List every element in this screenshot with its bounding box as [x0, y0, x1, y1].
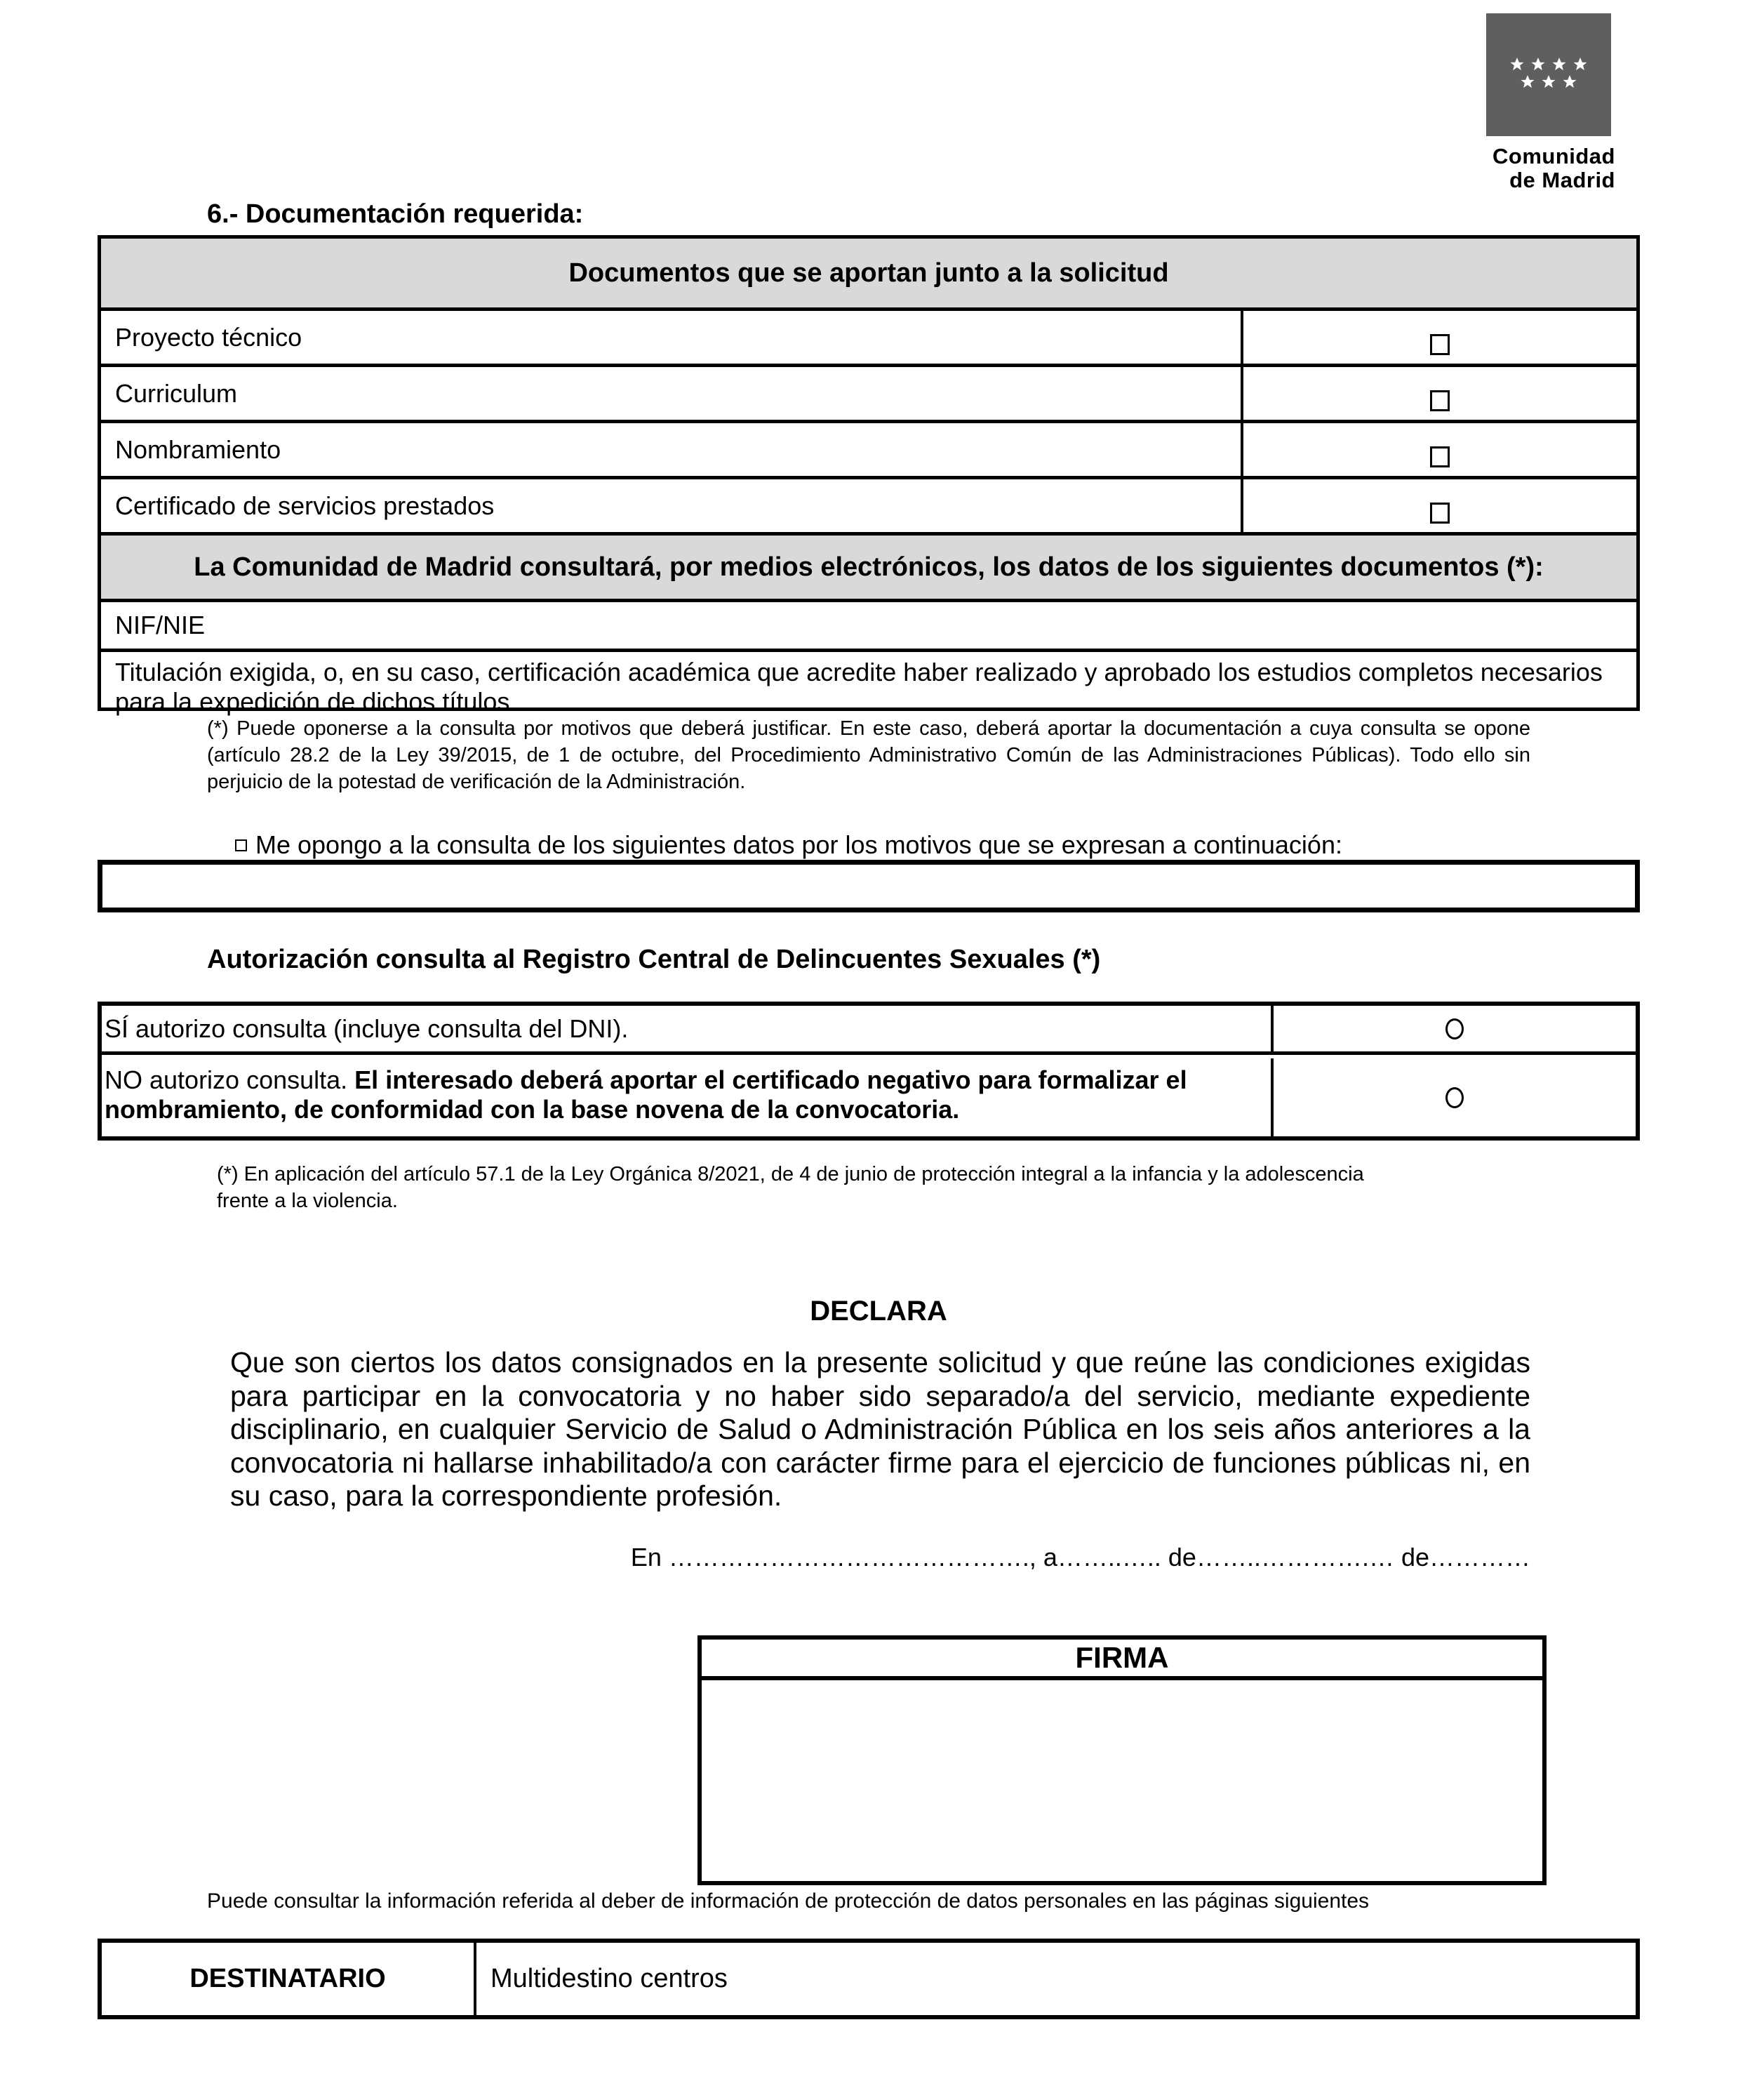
table-row [101, 311, 1636, 367]
recipient-label: DESTINATARIO [102, 1943, 476, 2015]
oppose-reasons-input[interactable] [98, 860, 1640, 912]
table-row [102, 1006, 1636, 1055]
consulted-document-label: NIF/NIE [115, 611, 206, 639]
section-title: 6.- Documentación requerida: [207, 199, 584, 229]
document-checkbox-cell[interactable] [1243, 367, 1636, 420]
document-label: Proyecto técnico [101, 311, 1243, 364]
comunidad-madrid-logo [1486, 13, 1611, 136]
authorize-yes-label [102, 1006, 1274, 1051]
seven-stars-icon [1496, 51, 1601, 100]
document-label: Certificado de servicios prestados [101, 479, 1243, 532]
declaration-text: Que son ciertos los datos consignados en la presente solicitud y que reúne las condiciones exigidas para participar en la convocatoria y no haber sido separado/a del servicio, mediante expediente disciplinario, en cualquier Servicio de Salud o Administración Pública en los seis años anteriores a la convocatoria ni hallarse inhabilitado/a con carácter firme para el ejercicio de funciones públicas ni, en su caso, para la correspondiente profesión. [230, 1346, 1530, 1512]
document-checkbox-cell[interactable] [1243, 423, 1636, 476]
table-row [101, 652, 1636, 716]
document-label: Nombramiento [101, 423, 1243, 476]
oppose-label: Me opongo a la consulta de los siguientes datos por los motivos que se expresan a continuación: [255, 830, 1342, 859]
authorization-title: Autorización consulta al Registro Central de Delincuentes Sexuales (*) [207, 945, 1101, 974]
documents-table [98, 235, 1640, 716]
signature-title: FIRMA [702, 1640, 1542, 1680]
recipient-table [98, 1939, 1640, 2019]
consultation-footnote: (*) Puede oponerse a la consulta por motivos que deberá justificar. En este caso, deberá aportar la documentación a cuya consulta se opone (artículo 28.2 de la Ley 39/2015, de 1 de octubre, del Procedimiento Administrativo Común de las Administraciones Públicas). Todo ello sin perjuicio de la potestad de verificación de la Administración. [207, 717, 1530, 793]
consulted-documents-header-text: La Comunidad de Madrid consultará, por medios electrónicos, los datos de los siguientes documentos (*): [194, 552, 1544, 582]
certificado-servicios-checkbox[interactable] [1430, 503, 1450, 524]
table-row [101, 479, 1636, 536]
authorize-no-radio[interactable] [1445, 1087, 1464, 1108]
table-row [101, 602, 1636, 652]
authorize-no-label [102, 1058, 1274, 1136]
document-label: Curriculum [101, 367, 1243, 420]
consulted-document-label: Titulación exigida, o, en su caso, certificación académica que acredite haber realizado y aprobado los estudios completos necesarios para la expedición de dichos títulos [115, 658, 1603, 716]
authorize-yes-cell[interactable] [1274, 1006, 1636, 1051]
authorize-no-text: NO autorizo consulta. [105, 1065, 355, 1094]
table-row [101, 367, 1636, 423]
logo-text [1482, 145, 1615, 192]
proyecto-tecnico-checkbox[interactable] [1430, 334, 1450, 355]
provided-documents-header [101, 239, 1636, 311]
authorize-yes-radio[interactable] [1445, 1018, 1464, 1039]
privacy-note: Puede consultar la información referida al deber de información de protección de datos personales en las páginas siguientes [207, 1889, 1370, 1913]
authorization-table [98, 1002, 1640, 1141]
provided-documents-header-text: Documentos que se aportan junto a la solicitud [568, 258, 1169, 288]
table-row [101, 423, 1636, 479]
logo-line-2: de Madrid [1509, 168, 1615, 192]
signature-box [697, 1635, 1547, 1885]
table-row [102, 1058, 1636, 1136]
nombramiento-checkbox[interactable] [1430, 446, 1450, 467]
oppose-checkbox[interactable] [235, 839, 247, 851]
declaration-title: DECLARA [810, 1296, 947, 1327]
oppose-consultation-option[interactable] [235, 830, 1342, 860]
curriculum-checkbox[interactable] [1430, 390, 1450, 411]
document-checkbox-cell[interactable] [1243, 479, 1636, 532]
recipient-value: Multidestino centros [490, 1964, 728, 1993]
place-date-line[interactable]: En ……………………………………., a……..….. de……..………….… de………… [630, 1543, 1530, 1571]
authorize-no-cell[interactable] [1274, 1058, 1636, 1136]
document-checkbox-cell[interactable] [1243, 311, 1636, 364]
logo-line-1: Comunidad [1492, 144, 1615, 168]
authorize-no-warning: El interesado deberá aportar el certificado negativo para formalizar el nombramiento, de conformidad con la base novena de la convocatoria. [105, 1065, 1187, 1124]
authorization-footnote: (*) En aplicación del artículo 57.1 de la Ley Orgánica 8/2021, de 4 de junio de protección integral a la infancia y la adolescencia frente a la violencia. [217, 1163, 1364, 1212]
signature-area[interactable] [702, 1680, 1542, 1881]
consulted-documents-header [101, 536, 1636, 602]
authorize-yes-text: SÍ autorizo consulta (incluye consulta del DNI). [105, 1014, 629, 1043]
